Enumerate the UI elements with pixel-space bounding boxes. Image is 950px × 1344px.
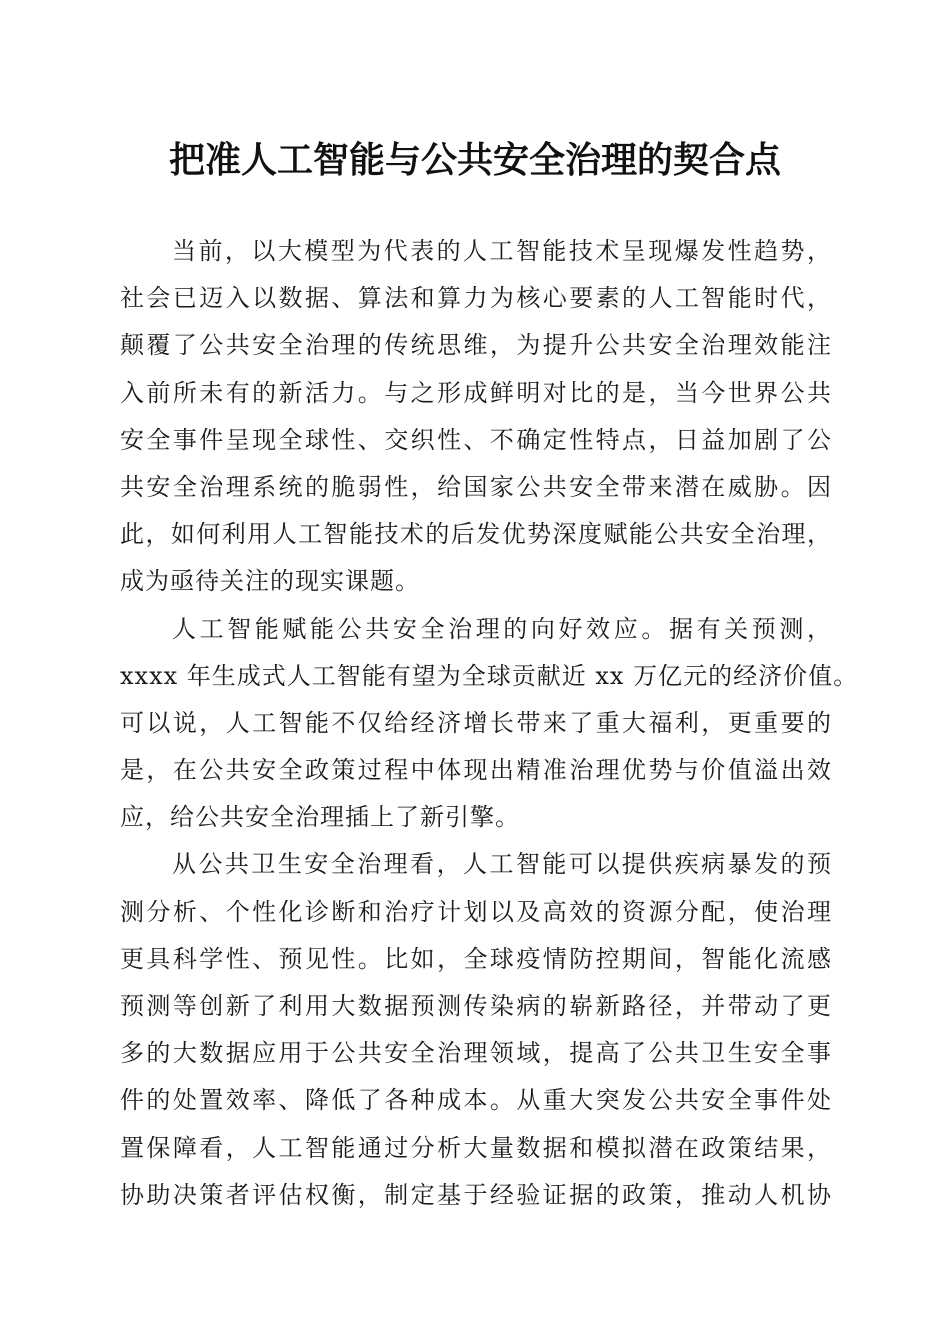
paragraph-1-line-1: 当前，以大模型为代表的人工智能技术呈现爆发性趋势， [172, 237, 832, 265]
paragraph-1-line-3: 颠覆了公共安全治理的传统思维，为提升公共安全治理效能注 [120, 331, 832, 360]
paragraph-1-line-4: 入前所未有的新活力。与之形成鲜明对比的是，当今世界公共 [120, 378, 832, 407]
paragraph-3-line-4: 预测等创新了利用大数据预测传染病的崭新路径，并带动了更 [120, 992, 832, 1020]
paragraph-2-line-3: 可以说，人工智能不仅给经济增长带来了重大福利，更重要的 [120, 708, 832, 737]
document-title: 把准人工智能与公共安全治理的契合点 [168, 139, 781, 181]
paragraph-2-line-2: xxxx 年生成式人工智能有望为全球贡献近 xx 万亿元的经济价值。 [120, 661, 859, 690]
paragraph-1-line-8: 成为亟待关注的现实课题。 [120, 567, 420, 596]
paragraph-3-line-7: 置保障看，人工智能通过分析大量数据和模拟潜在政策结果， [120, 1133, 832, 1162]
paragraph-3-line-2: 测分析、个性化诊断和治疗计划以及高效的资源分配，使治理 [120, 897, 832, 926]
paragraph-1-line-5: 安全事件呈现全球性、交织性、不确定性特点，日益加剧了公 [120, 425, 832, 454]
paragraph-2-line-1: 人工智能赋能公共安全治理的向好效应。据有关预测， [172, 614, 832, 643]
paragraph-1-line-2: 社会已迈入以数据、算法和算力为核心要素的人工智能时代， [120, 284, 832, 313]
paragraph-3-line-3: 更具科学性、预见性。比如，全球疫情防控期间，智能化流感 [120, 944, 832, 973]
document-body [120, 228, 859, 1219]
paragraph-1-line-6: 共安全治理系统的脆弱性，给国家公共安全带来潜在威胁。因 [120, 472, 832, 501]
paragraph-3-line-5: 多的大数据应用于公共安全治理领域，提高了公共卫生安全事 [120, 1039, 832, 1068]
paragraph-2-line-5: 应，给公共安全治理插上了新引擎。 [120, 803, 520, 832]
paragraph-3-line-1: 从公共卫生安全治理看，人工智能可以提供疾病暴发的预 [172, 850, 832, 879]
paragraph-3-line-8: 协助决策者评估权衡，制定基于经验证据的政策，推动人机协 [120, 1180, 832, 1209]
paragraph-3-line-6: 件的处置效率、降低了各种成本。从重大突发公共安全事件处 [120, 1086, 832, 1115]
paragraph-2-line-4: 是，在公共安全政策过程中体现出精准治理优势与价值溢出效 [120, 756, 832, 785]
paragraph-1-line-7: 此，如何利用人工智能技术的后发优势深度赋能公共安全治理， [120, 520, 832, 549]
